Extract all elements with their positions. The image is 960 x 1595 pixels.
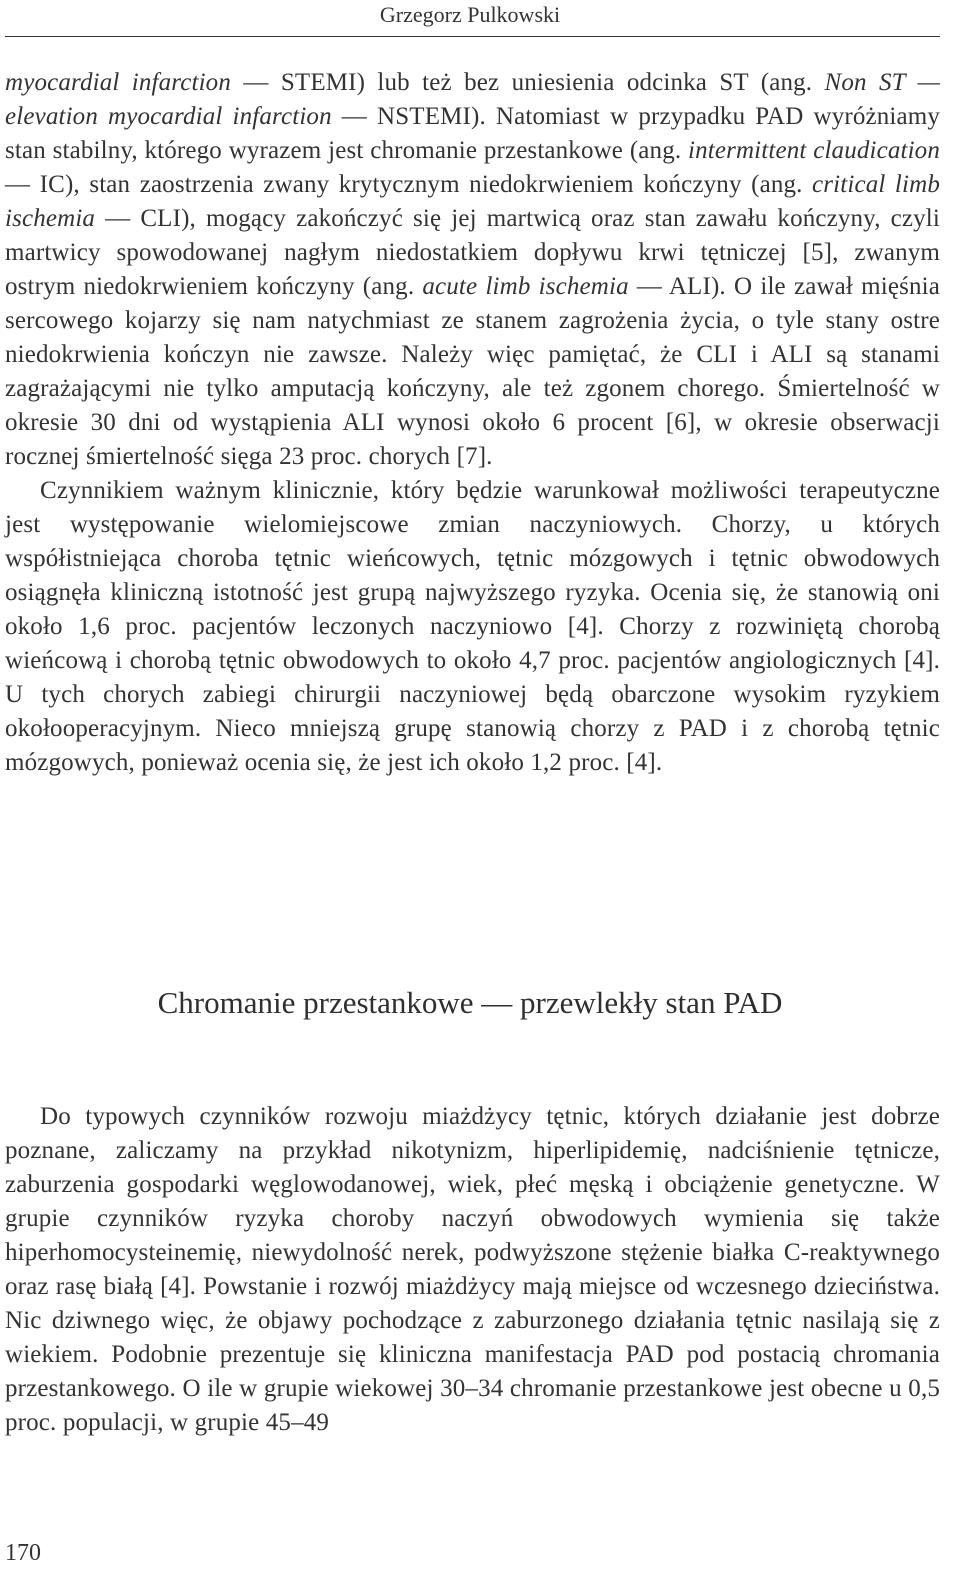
p1-run: Non ST — elevation myocardial infarction: [5, 69, 940, 130]
paragraph-3: Do typowych czynników rozwoju miażdżycy tętnic, których działanie jest dobrze poznane, zaliczamy na przykład nikotynizm, hiperlipidemię, nadciśnienie tętnicze, zaburzenia gospodarki węglowodanowej, wiek, płeć męską i obciążenie genetyczne. W grupie czynników ryzyka choroby naczyń obwodowych wymienia się także hiperhomocysteinemię, niewydolność nerek, podwyższone stężenie białka C-reaktywnego oraz rasę białą [4]. Powstanie i rozwój miażdżycy mają miejsce od wczesnego dzieciństwa. Nic dziwnego więc, że objawy pochodzące z zaburzonego działania tętnic nasilają się z wiekiem. Podobnie prezentuje się kliniczna manifestacja PAD pod postacią chromania przestankowego. O ile w grupie wiekowej 30–34 chromanie przestankowe jest obecne u 0,5 proc. populacji, w grupie 45–49: [5, 1103, 940, 1436]
paragraph-2: Czynnikiem ważnym klinicznie, który będzie warunkował możliwości terapeutyczne jest występowanie wielomiejscowe zmian naczyniowych. Chorzy, u których współistniejąca choroba tętnic wieńcowych, tętnic mózgowych i tętnic obwodowych osiągnęła kliniczną istotność jest grupą najwyższego ryzyka. Ocenia się, że stanowią oni około 1,6 proc. pacjentów leczonych naczyniowo [4]. Chorzy z rozwiniętą chorobą wieńcową i chorobą tętnic obwodowych to około 4,7 proc. pacjentów angiologicznych [4]. U tych chorych zabiegi chirurgii naczyniowej będą obarczone wysokim ryzykiem okołooperacyjnym. Nieco mniejszą grupę stanowią chorzy z PAD i z chorobą tętnic mózgowych, ponieważ ocenia się, że jest ich około 1,2 proc. [4].: [5, 477, 940, 776]
running-header: [0, 0, 940, 38]
paragraph-1: [5, 66, 940, 474]
p1-run: acute limb ischemia: [422, 273, 629, 300]
p1-run: — STEMI) lub też bez uniesienia odcinka ST (ang.: [230, 69, 825, 96]
section-2-text: [5, 1100, 940, 1440]
header-rule: [5, 36, 940, 37]
running-title: Grzegorz Pulkowski: [379, 2, 561, 27]
section-1-text: [5, 66, 940, 780]
p1-run: — NSTEMI). Natomiast w przypadku PAD wyróżniamy stan stabilny, którego wyrazem jest chromanie przestankowe (ang.: [5, 103, 940, 164]
p1-run: — IC), stan zaostrzenia zwany krytycznym niedokrwieniem kończyny (ang.: [5, 171, 813, 198]
p1-run: — ALI). O ile zawał mięśnia sercowego kojarzy się nam natychmiast ze stanem zagrożenia życia, o tyle stany ostre niedokrwienia kończyn nie zawsze. Należy więc pamiętać, że CLI i ALI są stanami zagrażającymi nie tylko amputacją kończyny, ale też zgonem chorego. Śmiertelność w okresie 30 dni od wystąpienia ALI wynosi około 6 procent [6], w okresie obserwacji rocznej śmiertelność sięga 23 proc. chorych [7].: [5, 273, 940, 470]
section-heading: Chromanie przestankowe — przewlekły stan PAD: [157, 985, 783, 1020]
page-number: 170: [5, 1540, 41, 1566]
p1-run: critical limb ischemia: [5, 171, 940, 232]
p1-run: myocardial infarction: [5, 69, 231, 96]
p1-run: intermittent claudication: [688, 137, 940, 164]
p1-run: — CLI), mogący zakończyć się jej martwicą oraz stan zawału kończyny, czyli martwicy spowodowanej nagłym niedostatkiem dopływu krwi tętniczej [5], zwanym ostrym niedokrwieniem kończyny (ang.: [5, 205, 940, 300]
